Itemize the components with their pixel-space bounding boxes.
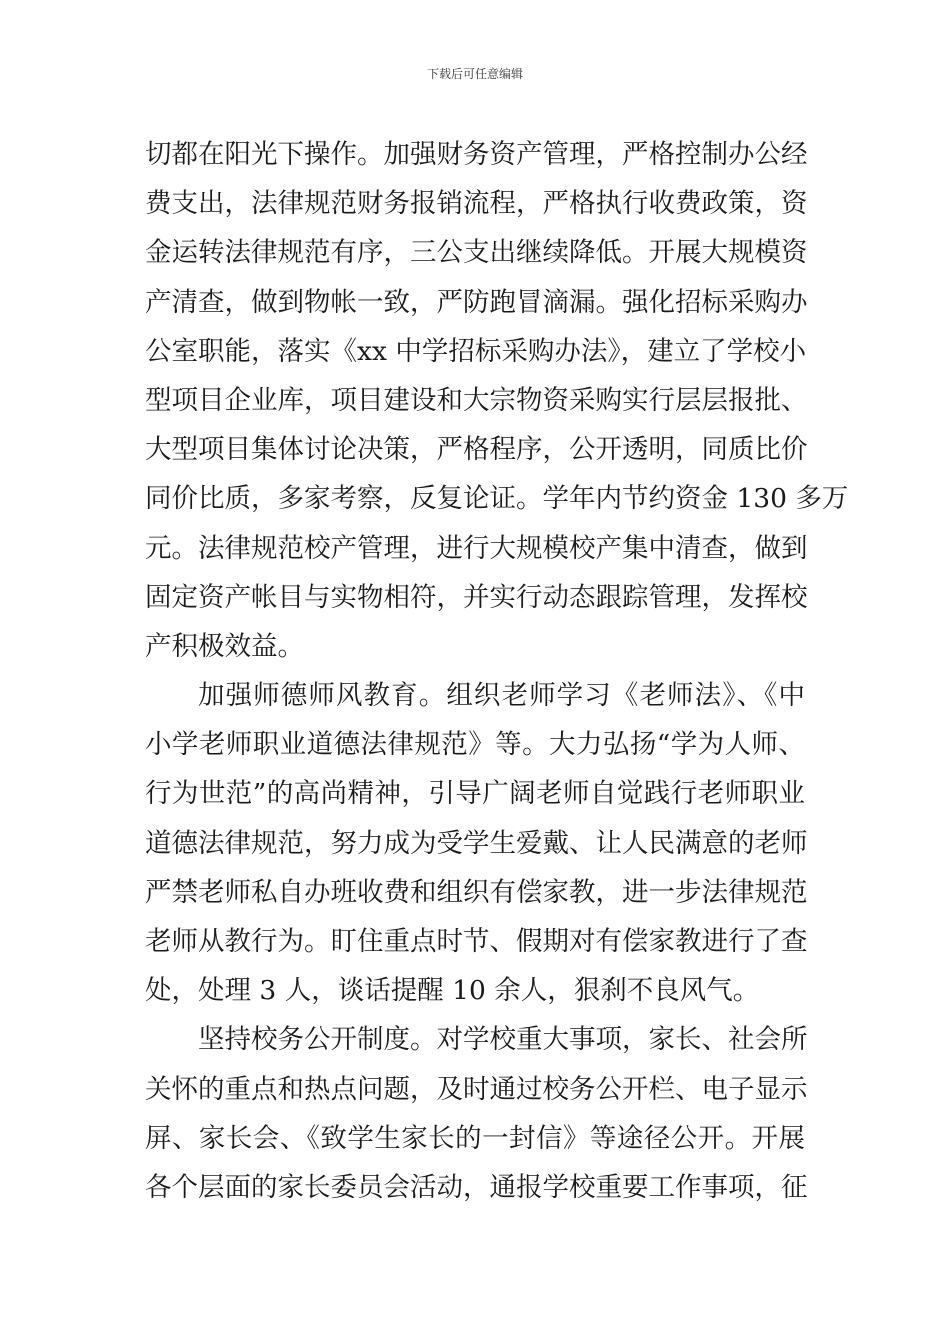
text-line: 屏、家长会、《致学生家长的一封信》等途径公开。开展	[145, 1122, 805, 1154]
text-line: 产积极效益。	[145, 630, 304, 662]
text-line: 产清查，做到物帐一致，严防跑冒滴漏。强化招标采购办	[145, 286, 808, 318]
text-line: 道德法律规范，努力成为受学生爱戴、让人民满意的老师	[145, 827, 808, 859]
text-line: 关怀的重点和热点问题，及时通过校务公开栏、电子显示	[145, 1073, 808, 1105]
text-line: 公室职能，落实《xx 中学招标采购办法》，建立了学校小	[145, 335, 807, 367]
text-line: 加强师德师风教育。组织老师学习《老师法》、《中	[198, 680, 805, 712]
text-line: 小学老师职业道德法律规范》等。大力弘扬“学为人师、	[145, 729, 805, 761]
text-line: 型项目企业库，项目建设和大宗物资采购实行层层报批、	[145, 384, 808, 416]
document-body	[145, 130, 849, 1212]
text-line: 严禁老师私自办班收费和组织有偿家教，进一步法律规范	[145, 876, 808, 908]
text-line: 元。法律规范校产管理，进行大规模校产集中清查，做到	[145, 532, 808, 564]
text-line: 各个层面的家长委员会活动，通报学校重要工作事项，征	[145, 1171, 808, 1203]
text-line: 固定资产帐目与实物相符，并实行动态跟踪管理，发挥校	[145, 581, 808, 613]
text-line: 行为世范”的高尚精神，引导广阔老师自觉践行老师职业	[145, 778, 805, 810]
text-line: 处，处理 3 人，谈话提醒 10 余人，狠刹不良风气。	[145, 975, 760, 1007]
text-line: 费支出，法律规范财务报销流程，严格执行收费政策，资	[145, 188, 808, 220]
text-line: 坚持校务公开制度。对学校重大事项，家长、社会所	[198, 1024, 808, 1056]
text-line: 同价比质，多家考察，反复论证。学年内节约资金 130 多万	[145, 483, 849, 515]
page-header: 下载后可任意编辑	[426, 67, 523, 81]
text-line: 切都在阳光下操作。加强财务资产管理，严格控制办公经	[145, 139, 808, 170]
text-line: 大型项目集体讨论决策，严格程序，公开透明，同质比价	[145, 434, 808, 466]
text-line: 金运转法律规范有序，三公支出继续降低。开展大规模资	[145, 237, 808, 269]
text-line: 老师从教行为。盯住重点时节、假期对有偿家教进行了查	[145, 926, 808, 957]
